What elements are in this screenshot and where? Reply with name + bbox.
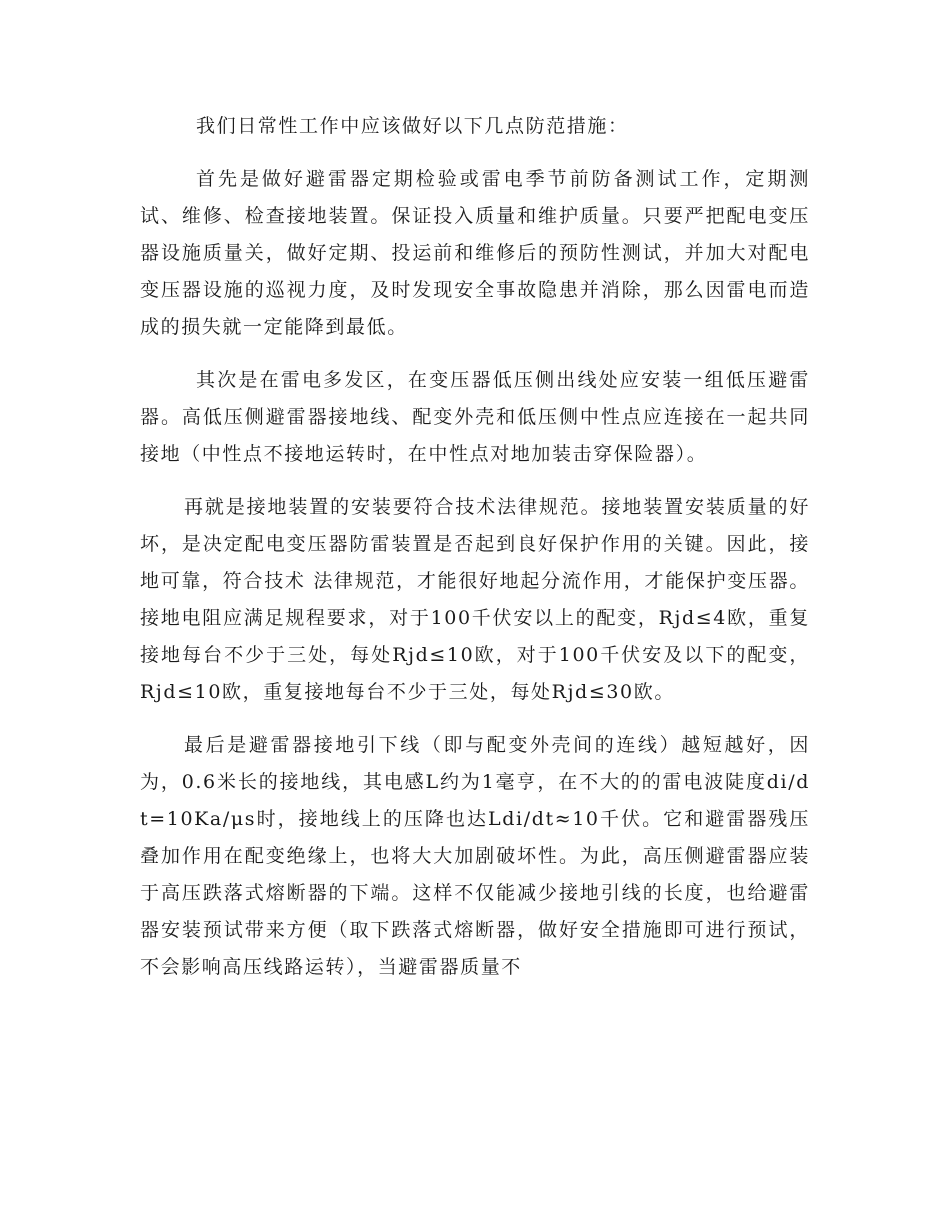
paragraph-second-measure: 其次是在雷电多发区，在变压器低压侧出线处应安装一组低压避雷器。高低压侧避雷器接地线、配变外壳和低压侧中性点应连接在一起共同接地（中性点不接地运转时，在中性点对地加装击穿保险器）。 [140,369,810,465]
paragraph-intro: 我们日常性工作中应该做好以下几点防范措施： [196,115,629,137]
paragraph-first-measure: 首先是做好避雷器定期检验或雷电季节前防备测试工作，定期测试、维修、检查接地装置。保证投入质量和维护质量。只要严把配电变压器设施质量关，做好定期、投运前和维修后的预防性测试，并加大对配电变压器设施的巡视力度，及时发现安全事故隐患并消除，那么因雷电而造成的损失就一定能降到最低。 [140,168,810,338]
document-body [140,108,810,1002]
paragraph-final-measure: 最后是避雷器接地引下线（即与配变外壳间的连线）越短越好，因为，0.6米长的接地线，其电感L约为1毫亨，在不大的的雷电波陡度di/dt=10Ka/μs时，接地线上的压降也达Ldi/dt≈10千伏。它和避雷器残压叠加作用在配变绝缘上，也将大大加剧破坏性。为此，高压侧避雷器应装于高压跌落式熔断器的下端。这样不仅能减少接地引线的长度，也给避雷器安装预试带来方便（取下跌落式熔断器，做好安全措施即可进行预试，不会影响高压线路运转），当避雷器质量不 [140,734,810,978]
paragraph-third-measure: 再就是接地装置的安装要符合技术法律规范。接地装置安装质量的好坏，是决定配电变压器防雷装置是否起到良好保护作用的关键。因此，接地可靠，符合技术 法律规范，才能很好地起分流作用，才能保护变压器。接地电阻应满足规程要求，对于100千伏安以上的配变，Rjd≤4欧，重复接地每台不少于三处，每处Rjd≤10欧，对于100千伏安及以下的配变，Rjd≤10欧，重复接地每台不少于三处，每处Rjd≤30欧。 [140,496,810,703]
